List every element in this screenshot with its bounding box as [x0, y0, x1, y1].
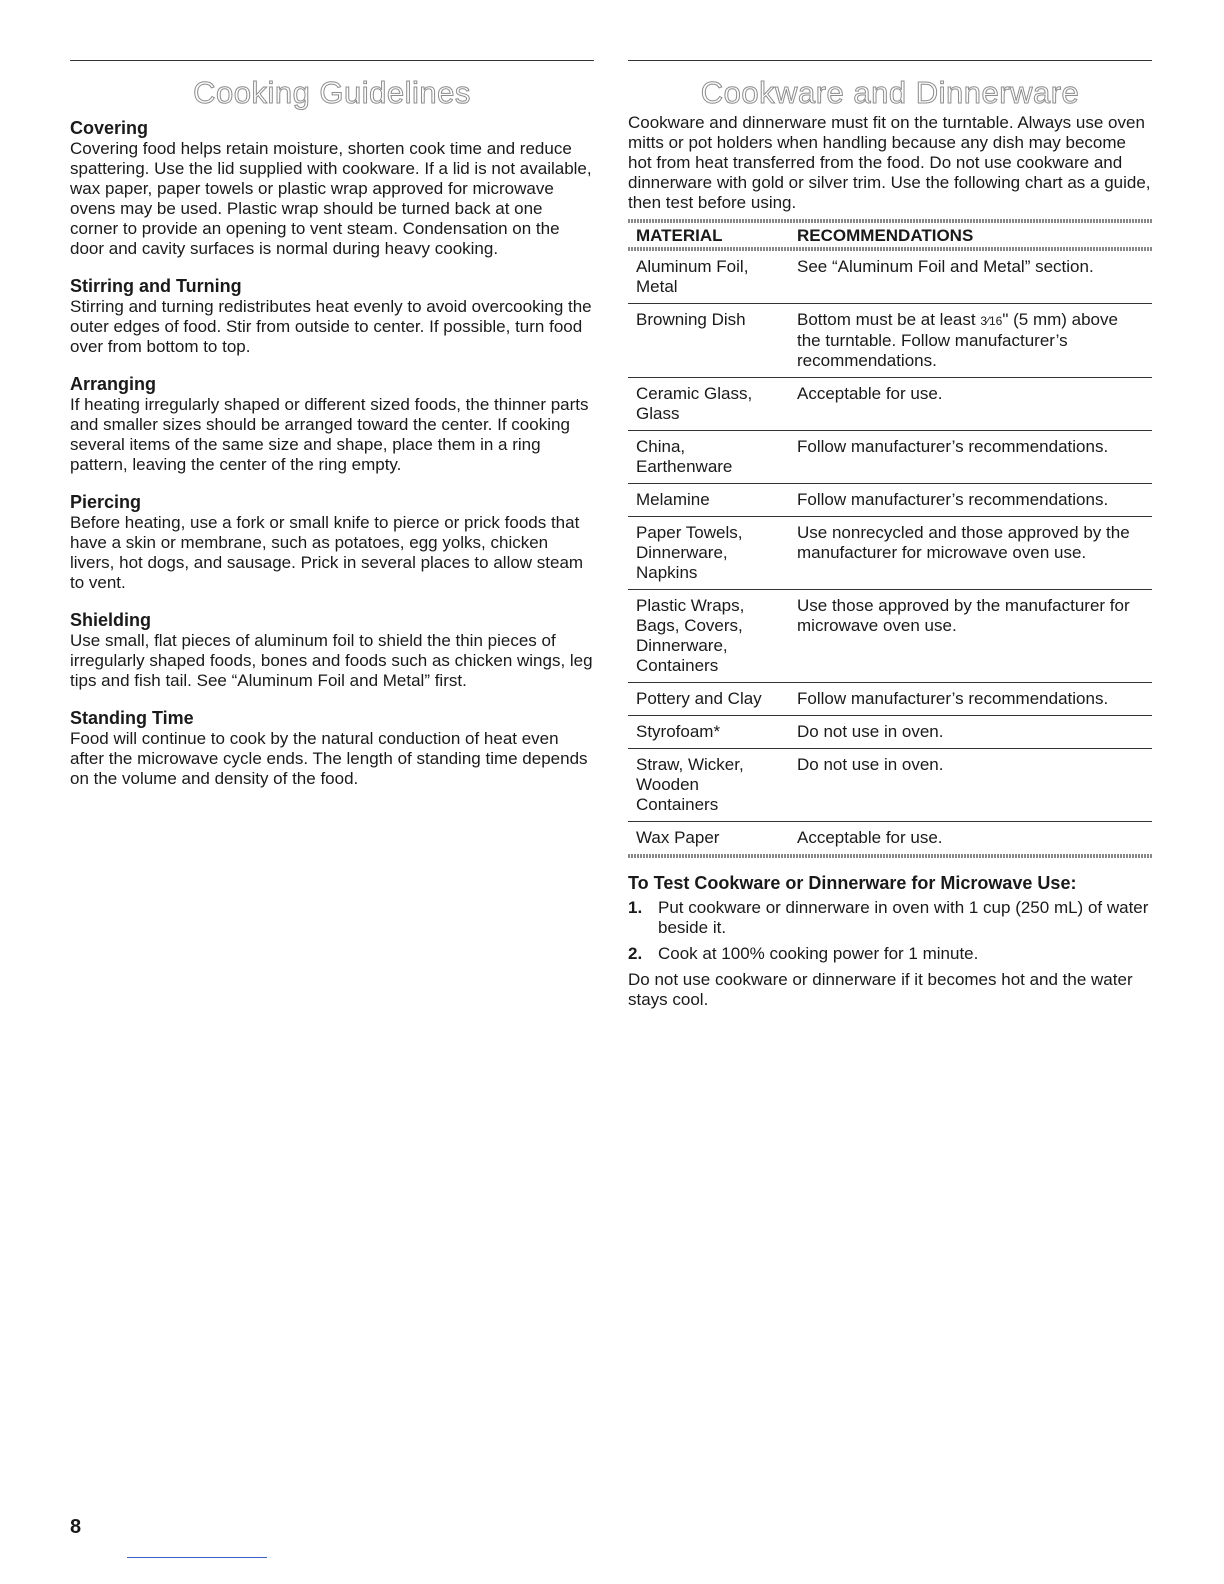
recommendation-cell: See “Aluminum Foil and Metal” section. [789, 251, 1152, 304]
section-text: Use small, flat pieces of aluminum foil to shield the thin pieces of irregularly shaped foods, bones and foods such as chicken wings, leg tips and fish tail. See “Aluminum Foil and Metal” first. [70, 631, 593, 690]
table-header-row [628, 223, 1152, 247]
material-cell: Straw, Wicker, Wooden Containers [628, 749, 789, 822]
step-text: Put cookware or dinnerware in oven with 1 cup (250 mL) of water beside it. [658, 898, 1149, 937]
table-row [628, 822, 1152, 855]
material-cell: Browning Dish [628, 304, 789, 378]
page-number: 8 [70, 1516, 82, 1538]
step-text: Cook at 100% cooking power for 1 minute. [658, 944, 979, 963]
top-rule [70, 60, 594, 61]
test-heading: To Test Cookware or Dinnerware for Microwave Use: [628, 873, 1077, 893]
table-row [628, 378, 1152, 431]
fraction: 3⁄16 [980, 314, 1003, 328]
table-row [628, 484, 1152, 517]
recommendation-cell: Follow manufacturer’s recommendations. [789, 431, 1152, 484]
step-number: 2. [628, 944, 643, 963]
material-cell: Melamine [628, 484, 789, 517]
cookware-dinnerware-title: Cookware and Dinnerware [700, 75, 1080, 110]
section-heading: Arranging [70, 374, 157, 394]
material-cell: Paper Towels, Dinnerware, Napkins [628, 517, 789, 590]
recommendation-cell: Acceptable for use. [789, 378, 1152, 431]
standing-time-section [70, 707, 594, 789]
piercing-section [70, 491, 594, 593]
arranging-section [70, 373, 594, 475]
section-heading: Piercing [70, 492, 142, 512]
material-header: MATERIAL [636, 226, 723, 245]
table-bottom-rule [628, 854, 1152, 858]
recommendation-cell: Use those approved by the manufacturer for microwave oven use. [789, 590, 1152, 683]
recommendation-text: " (5 mm) above the turntable. Follow manufacturer’s recommendations. [797, 310, 1118, 370]
recommendation-cell: Use nonrecycled and those approved by the manufacturer for microwave oven use. [789, 517, 1152, 590]
section-text: Stirring and turning redistributes heat evenly to avoid overcooking the outer edges of food. Stir from outside to center. If possible, turn food over from bottom to top. [70, 297, 592, 356]
section-text: Food will continue to cook by the natural conduction of heat even after the microwave cycle ends. The length of standing time depends on the volume and density of the food. [70, 729, 588, 788]
test-note: Do not use cookware or dinnerware if it becomes hot and the water stays cool. [628, 970, 1133, 1009]
material-cell: Ceramic Glass, Glass [628, 378, 789, 431]
recommendation-cell: Acceptable for use. [797, 828, 943, 847]
material-cell: Plastic Wraps, Bags, Covers, Dinnerware, Containers [628, 590, 789, 683]
recommendation-cell: Do not use in oven. [789, 716, 1152, 749]
test-step [628, 944, 1152, 964]
table-row [628, 517, 1152, 590]
top-rule [628, 60, 1152, 61]
recommendation-cell: Do not use in oven. [789, 749, 1152, 822]
bottom-rule [127, 1557, 267, 1558]
step-number: 1. [628, 898, 643, 917]
section-heading: Covering [70, 118, 149, 138]
table-row [628, 251, 1152, 304]
stirring-section [70, 275, 594, 357]
cooking-guidelines-title: Cooking Guidelines [193, 75, 471, 110]
recommendations-header: RECOMMENDATIONS [797, 226, 974, 245]
material-cell: Styrofoam* [628, 716, 789, 749]
recommendation-cell [789, 304, 1152, 378]
cooking-guidelines-column [70, 60, 594, 805]
table-row [628, 749, 1152, 822]
table-row [628, 716, 1152, 749]
section-heading: Stirring and Turning [70, 276, 242, 296]
cookware-table [628, 223, 1152, 854]
recommendation-cell: Follow manufacturer’s recommendations. [789, 484, 1152, 517]
material-cell: China, Earthenware [628, 431, 789, 484]
material-cell: Wax Paper [636, 828, 720, 847]
test-step [628, 898, 1152, 938]
table-row [628, 683, 1152, 716]
material-cell: Aluminum Foil, Metal [628, 251, 789, 304]
section-heading: Shielding [70, 610, 151, 630]
cookware-intro: Cookware and dinnerware must fit on the turntable. Always use oven mitts or pot holders when handling because any dish may become hot from heat transferred from the food. Do not use cookware and dinnerware with gold or silver trim. Use the following chart as a guide, then test before using. [628, 113, 1151, 212]
section-text: Covering food helps retain moisture, shorten cook time and reduce spattering. Use the lid supplied with cookware. If a lid is not available, wax paper, paper towels or plastic wrap approved for microwave ovens may be used. Plastic wrap should be turned back at one corner to provide an opening to vent steam. Condensation on the door and cavity surfaces is normal during heavy cooking. [70, 139, 592, 258]
covering-section [70, 117, 594, 259]
material-cell: Pottery and Clay [628, 683, 789, 716]
section-text: If heating irregularly shaped or different sized foods, the thinner parts and smaller sizes should be arranged toward the center. If cooking several items of the same size and shape, place them in a ring pattern, leaving the center of the ring empty. [70, 395, 589, 474]
section-heading: Standing Time [70, 708, 194, 728]
table-row [628, 590, 1152, 683]
recommendation-text: Bottom must be at least [797, 310, 981, 329]
table-row [628, 304, 1152, 378]
table-row [628, 431, 1152, 484]
cookware-dinnerware-column [628, 60, 1152, 1010]
recommendation-cell: Follow manufacturer’s recommendations. [789, 683, 1152, 716]
shielding-section [70, 609, 594, 691]
test-steps [628, 898, 1152, 964]
section-text: Before heating, use a fork or small knife to pierce or prick foods that have a skin or membrane, such as potatoes, egg yolks, chicken livers, hot dogs, and sausage. Prick in several places to allow steam to vent. [70, 513, 584, 592]
